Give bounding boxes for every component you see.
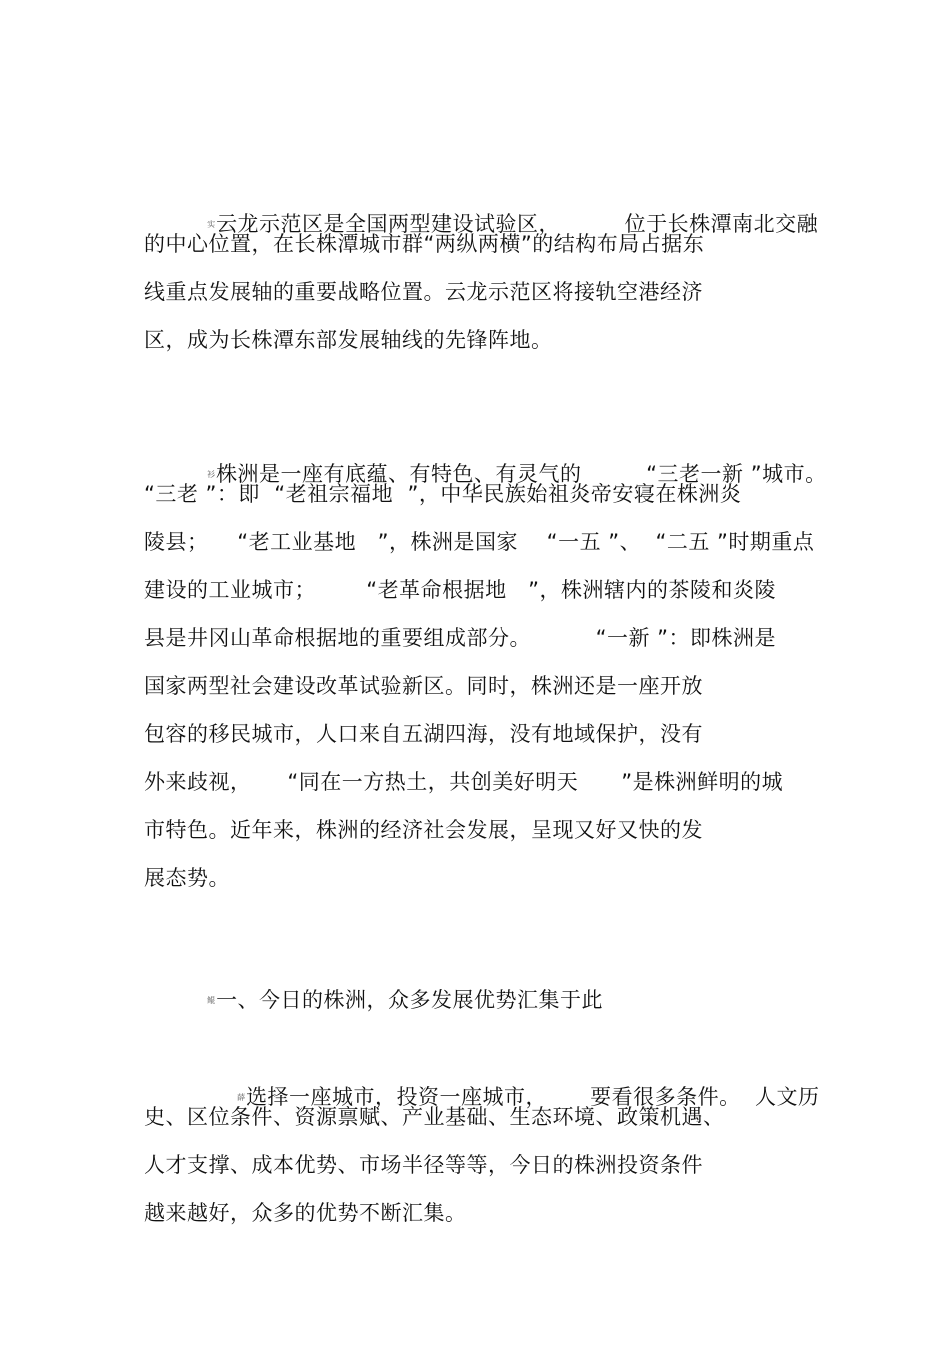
line-text: 区，成为长株潭东部发展轴线的先锋阵地。 — [144, 328, 553, 352]
paragraph-line — [144, 720, 703, 748]
paragraph-line — [144, 576, 776, 604]
paragraph-line — [144, 528, 814, 556]
paragraph-marker: 衫 — [207, 470, 216, 479]
line-text: 国家两型社会建设改革试验新区。同时，株洲还是一座开放 — [144, 674, 703, 698]
paragraph-marker: 薛 — [237, 1093, 246, 1102]
paragraph-line — [164, 958, 604, 1012]
paragraph-line — [144, 864, 230, 892]
line-text: 人才支撑、成本优势、市场半径等等，今日的株洲投资条件 — [144, 1153, 703, 1177]
paragraph-line — [144, 1199, 467, 1227]
paragraph-line — [144, 1103, 725, 1131]
line-text: 县是井冈山革命根据地的重要组成部分。 “一新 ”：即株洲是 — [144, 626, 777, 650]
line-text: 包容的移民城市，人口来自五湖四海，没有地域保护，没有 — [144, 722, 703, 746]
paragraph-line — [144, 672, 703, 700]
line-text: 株洲是一座有底蕴、有特色、有灵气的 “三老一新 ”城市。 — [216, 462, 827, 486]
line-text: 史、区位条件、资源禀赋、产业基础、生态环境、政策机遇、 — [144, 1105, 725, 1129]
paragraph-line — [144, 816, 703, 844]
paragraph-line — [144, 624, 776, 652]
paragraph-marker: 实 — [207, 220, 216, 229]
paragraph-line — [144, 480, 741, 508]
line-text: 市特色。近年来，株洲的经济社会发展，呈现又好又快的发 — [144, 818, 703, 842]
paragraph-line — [144, 768, 783, 796]
paragraph-line — [144, 230, 704, 258]
line-text: 的中心位置，在长株潭城市群“两纵两横”的结构布局占据东 — [144, 232, 705, 256]
line-text: 选择一座城市，投资一座城市， 要看很多条件。 人文历 — [246, 1085, 820, 1109]
paragraph-line — [164, 432, 827, 486]
paragraph-line — [144, 326, 553, 354]
paragraph-line — [144, 1151, 703, 1179]
paragraph-line — [194, 1055, 820, 1109]
line-text: “三老 ”：即 “老祖宗福地 ”，中华民族始祖炎帝安寝在株洲炎 — [144, 482, 742, 506]
line-text: 云龙示范区是全国两型建设试验区， 位于长株潭南北交融 — [216, 212, 819, 236]
line-text: 陵县； “老工业基地 ”，株洲是国家 “一五 ”、 “二五 ”时期重点 — [144, 530, 815, 554]
paragraph-marker: 鲲 — [207, 996, 216, 1005]
line-text: 展态势。 — [144, 866, 230, 890]
line-text: 一、今日的株洲，众多发展优势汇集于此 — [216, 988, 604, 1012]
paragraph-line — [164, 182, 819, 236]
line-text: 建设的工业城市； “老革命根据地 ”，株洲辖内的茶陵和炎陵 — [144, 578, 777, 602]
line-text: 外来歧视， “同在一方热土，共创美好明天 ”是株洲鲜明的城 — [144, 770, 784, 794]
line-text: 线重点发展轴的重要战略位置。云龙示范区将接轨空港经济 — [144, 280, 703, 304]
paragraph-line — [144, 278, 703, 306]
line-text: 越来越好，众多的优势不断汇集。 — [144, 1201, 467, 1225]
